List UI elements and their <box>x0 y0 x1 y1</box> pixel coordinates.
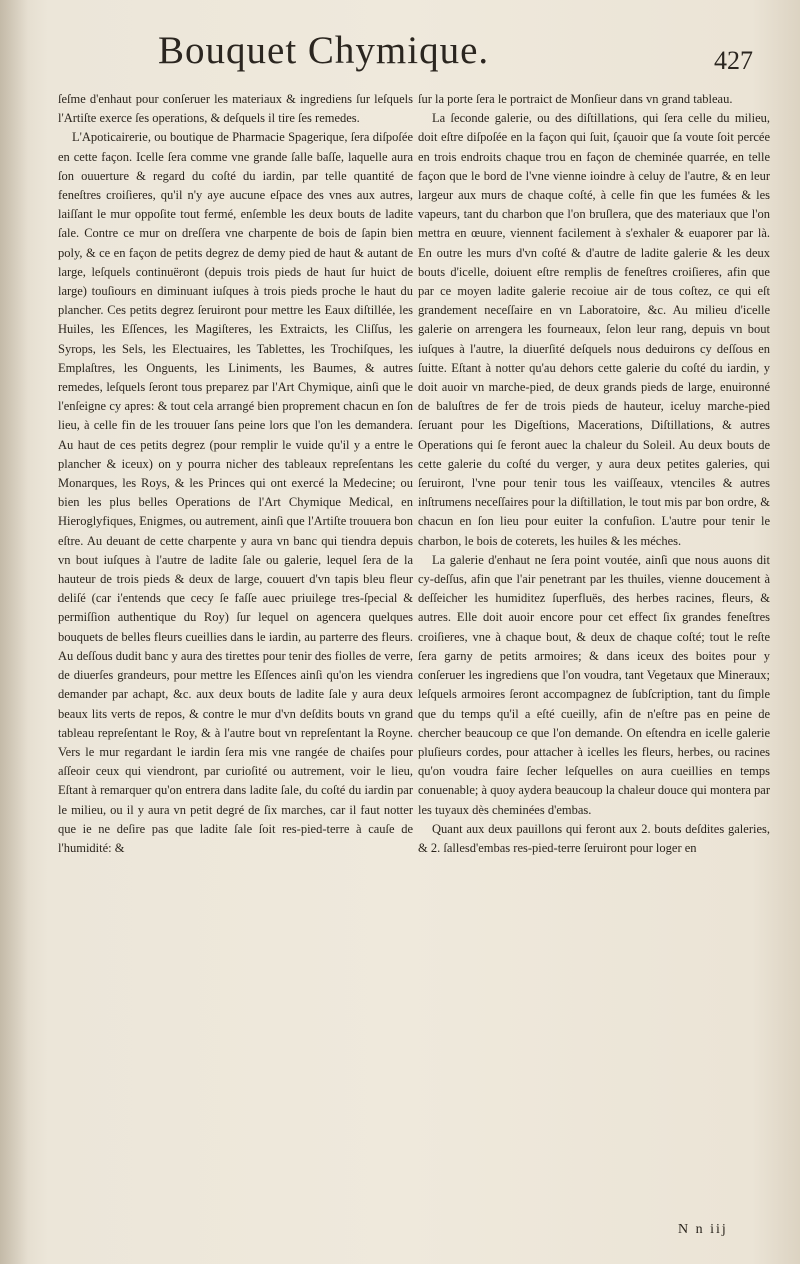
right-paragraph-3: La galerie d'enhaut ne ſera point voutée, ainſi que nous auons dit cy-deſſus, afin que l'air penetrant par les thuiles, vienne doucement à deſſeicher les humiditez ſuperfluës, des herbes racines, fleurs, & autres. Elle doit auoir encore pour cet effect ſix grandes feneſtres croiſieres, vne à chaque bout, & deux de chaque coſté; tout le reſte ſera garny de petits armoires; & dans iceux des boites pour y conſeruer les ingrediens que l'on voudra, tant Vegetaux que Mineraux; leſquels armoires ſeront accompagnez de ſubſcription, tant du ſimple que du temps qu'il a eſté cueilly, afin de n'eſtre pas en peine de chercher beaucoup ce que l'on demande. On eſtendra en icelle galerie pluſieurs cordes, pour attacher à icelles les fleurs, herbes, ou racines qu'on voudra faire ſecher leſquelles on aura cueillies en temps conuenable; à quoy aydera beaucoup la chaleur douce qui montera par les tuyaux dès cheminées d'embas. <box>418 552 770 817</box>
left-paragraph-2: L'Apoticairerie, ou boutique de Pharmacie Spagerique, ſera diſpoſée en cette façon. Icelle ſera comme vne grande ſalle baſſe, laquelle aura ſon ouuerture & regard du coſté du iardin, par telle quantité de feneſtres croiſieres, qu'il n'y aye aucune eſpace des vnes aux autres, laiſſant le mur oppoſite tout fermé, enſemble les deux bouts de ladite ſale. Contre ce mur on dreſſera vne charpente de bois de ſapin bien poly, & ce en façon de petits degrez de demy pied de haut & autant de large, leſquels continuëront (depuis trois pieds de haut ſur huict de large) touſiours en diminuant iuſques à trois pieds proche le haut du plancher. Ces petits degrez ſeruiront pour mettre les Eaux diſtillée, les Huiles, les Eſſences, les Magiſteres, les Extraicts, les Cliſſus, les Syrops, les Sels, les Electuaires, les Tablettes, les Trochiſques, les Emplaſtres, les Onguents, les Liniments, les Baumes, & autres remedes, leſquels ſeront tous preparez par l'Art Chymique, ainſi que le l'enſeigne cy apres: & tout cela arrangé bien proprement chacun en ſon lieu, à celle fin de les trouuer ſans peine lors que l'on les demandera. Au haut de ces petits degrez (pour remplir le vuide qu'il y a entre le plancher & iceux) on y pourra nicher des tableaux repreſentans les Monarques, les Roys, & les Princes qui ont exercé la Medecine; ou bien les plus belles Operations de l'Art Chymique Medical, en Hieroglyfiques, Enigmes, ou autrement, ainſi que l'Artiſte trouuera bon eſtre. Au deuant de cette charpente y aura vn banc qui tiendra depuis vn bout iuſques à l'autre de ladite ſale ou galerie, lequel ſera de la hauteur de trois pieds & deux de large, couuert d'vn tapis bleu fleur deliſé (car i'entends que cecy ſe faſſe auec priuilege tres-ſpecial & permiſſion authentique du Roy) ſur lequel on agencera quelques bouquets de belles fleurs cueillies dans le iardin, au parterre des fleurs. Au deſſous dudit banc y aura des tirettes pour tenir des fiolles de verre, de diuerſes grandeurs, pour mettre les Eſſences ainſi qu'on les viendra demander par achapt, &c. aux deux bouts de ladite ſale y aura deux beaux lits verts de repos, & contre le mur d'vn deſdits bouts vn grand tableau repreſentant le Roy, & à l'autre bout vn repreſentant la Royne. Vers le mur regardant le iardin ſera mis vne rangée de chaiſes pour aſſeoir ceux qui viendront, par curioſité ou autrement, voir le lieu, Eſtant à remarquer qu'on entrera dans ladite ſale, du coſté du iardin par le milieu, ou il y aura vn petit degré de ſix marches, car il faut notter que ie ne deſire pas que ladite ſale ſoit res-pied-terre à cauſe de l'humidité: & <box>58 130 413 855</box>
page-number: 427 <box>714 46 753 75</box>
right-paragraph-1: ſur la porte ſera le portraict de Monſieur dans vn grand tableau. <box>418 92 733 106</box>
page-header <box>0 16 800 86</box>
right-paragraph-4: Quant aux deux pauillons qui feront aux 2. bouts deſdites galeries, & 2. ſallesd'embas res-pied-terre ſeruiront pour loger en <box>418 821 770 855</box>
signature-mark: N n iij <box>678 1222 728 1237</box>
left-column <box>58 90 413 858</box>
right-column <box>418 90 770 858</box>
page-gutter-shadow <box>0 0 28 1264</box>
running-title: Bouquet Chymique. <box>158 29 490 72</box>
left-paragraph-1: ſeſme d'enhaut pour conſeruer les materiaux & ingrediens ſur leſquels l'Artiſte exerce ſes operations, & deſquels il tire ſes remedes. <box>58 92 413 126</box>
right-paragraph-2: La ſeconde galerie, ou des diſtillations, qui ſera celle du milieu, doit eſtre diſpoſée en la façon qui ſuit, ſçauoir que ſa voute ſoit percée en trois endroits chaque trou en façon de cheminée quarrée, en telle façon que le bord de l'vne vienne ioindre à celuy de l'autre, & en leur largeur aux murs de chaque coſté, à celle fin que les fumées & les vapeurs, tant du charbon que l'on bruſlera, que des materiaux que l'on mettra en œuure, viennent facilement à s'exhaler & euaporer par là. En outre les murs d'vn coſté & d'autre de ladite galerie & les deux bouts d'icelle, doiuent eſtre remplis de feneſtres croiſieres, afin que par ce moyen ladite galerie recoiue air de tous coſtez, ce qui eſt grandement neceſſaire en vn Laboratoire, &c. Au milieu d'icelle galerie on arrengera les fourneaux, ſelon leur rang, depuis vn bout iuſques à l'autre, la diuerſité deſquels nous deduirons cy deſſous en ſuitte. Eſtant à notter qu'au dehors cette galerie du coſté du iardin, y doit auoir vn marche-pied, de deux grands pieds de large, enuironné de baluſtres de fer de trois pieds de hauteur, iceluy marche-pied ſeruant pour les Digeſtions, Macerations, Diſtillations, & autres Operations qui ſe feront auec la chaleur du Soleil. Au deux bouts de cette galerie du coſté du verger, y aura deux petites galeries, qui ſeruiront, l'vne pour tenir tous les vaiſſeaux, vtenciles & autres inſtrumens neceſſaires pour la diſtillation, le tout mis par bon ordre, & chacun en ſon lieu pour euiter la confuſion. L'autre pour tenir le charbon, le bois de coterets, les huiles & les méches. <box>418 111 770 548</box>
